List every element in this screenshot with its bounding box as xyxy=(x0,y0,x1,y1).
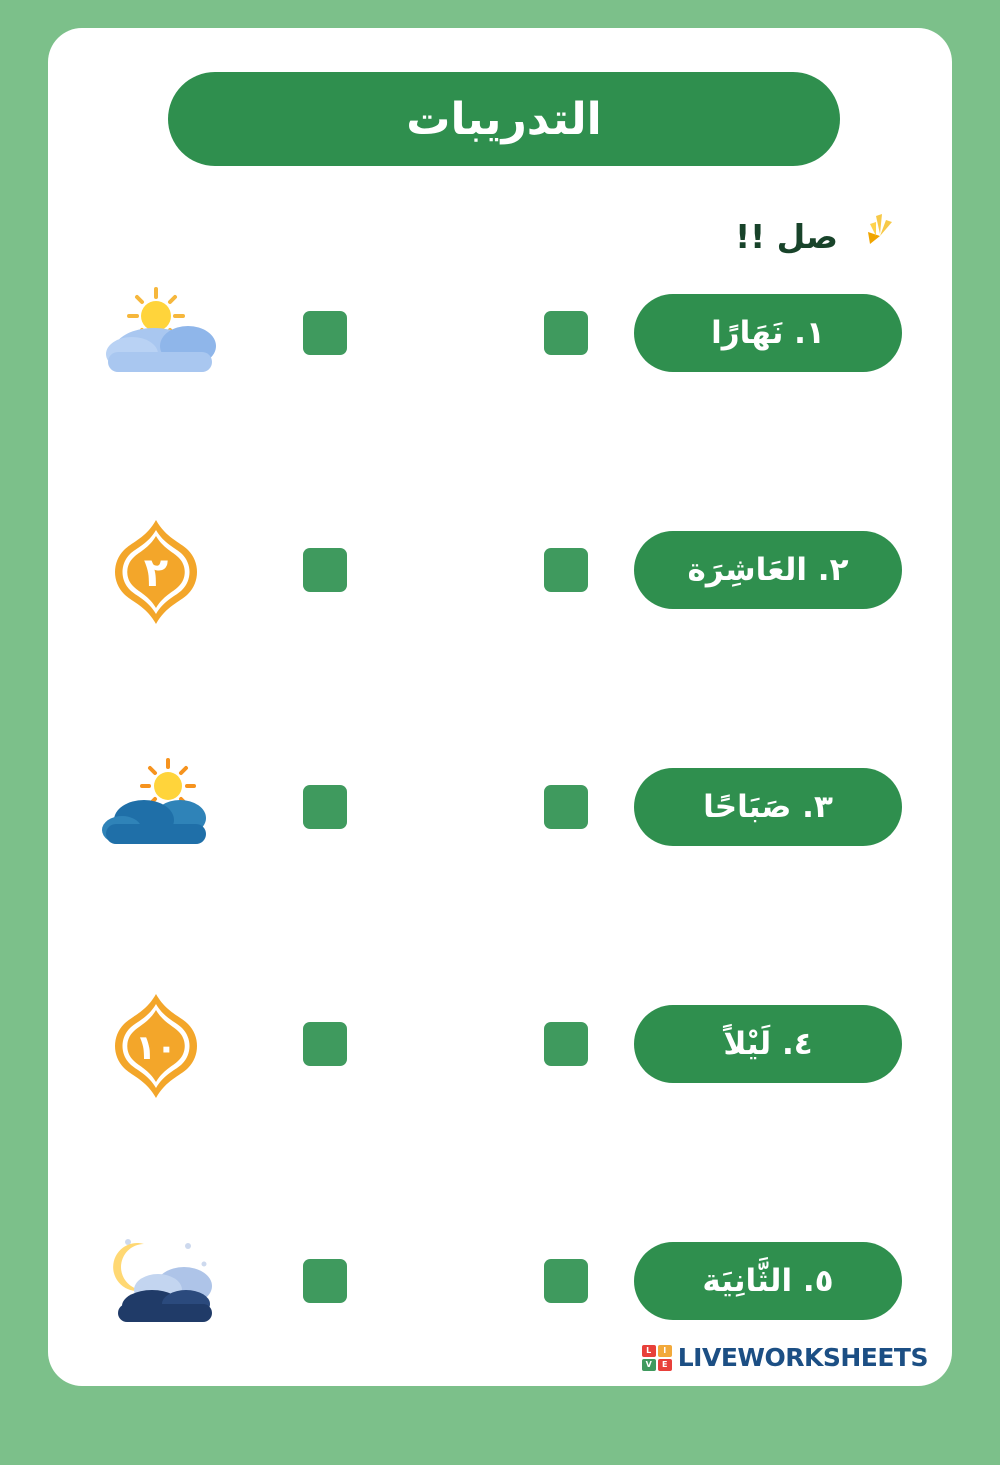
match-box-left-5[interactable] xyxy=(303,1259,347,1303)
liveworksheets-logo-icon: L I V E xyxy=(642,1345,672,1371)
match-box-right-3[interactable] xyxy=(544,785,588,829)
answer-label-2: ٢. العَاشِرَة xyxy=(687,552,849,588)
match-box-right-5[interactable] xyxy=(544,1259,588,1303)
answer-pill-4[interactable] xyxy=(634,1005,902,1083)
instruction-line xyxy=(735,210,898,262)
answer-pill-3[interactable] xyxy=(634,768,902,846)
answer-label-1: ١. نَهَارًا xyxy=(711,315,825,351)
page-title: التدريبات xyxy=(406,93,602,145)
answer-pill-2[interactable] xyxy=(634,531,902,609)
worksheet-page xyxy=(48,28,952,1386)
match-box-right-4[interactable] xyxy=(544,1022,588,1066)
answer-pill-1[interactable] xyxy=(634,294,902,372)
match-box-right-1[interactable] xyxy=(544,311,588,355)
page-title-pill xyxy=(168,72,840,166)
number-two-badge-icon xyxy=(92,517,252,627)
answer-label-4: ٤. لَيْلاً xyxy=(723,1026,813,1062)
answer-label-5: ٥. الثَّانِيَة xyxy=(702,1263,834,1299)
match-box-left-3[interactable] xyxy=(303,785,347,829)
exercise-rows xyxy=(48,280,952,1465)
match-box-left-2[interactable] xyxy=(303,548,347,592)
svg-text:١٠: ١٠ xyxy=(135,1028,177,1068)
svg-text:٢: ٢ xyxy=(143,550,169,596)
number-ten-badge-icon xyxy=(92,991,252,1101)
liveworksheets-footer xyxy=(642,1343,928,1372)
sun-behind-dark-cloud-icon xyxy=(92,754,252,864)
sparkle-icon xyxy=(846,210,898,262)
answer-label-3: ٣. صَبَاحًا xyxy=(703,789,833,825)
match-box-left-4[interactable] xyxy=(303,1022,347,1066)
answer-pill-5[interactable] xyxy=(634,1242,902,1320)
match-box-right-2[interactable] xyxy=(544,548,588,592)
table-row xyxy=(48,991,952,1228)
match-box-left-1[interactable] xyxy=(303,311,347,355)
table-row xyxy=(48,754,952,991)
liveworksheets-brand: LIVEWORKSHEETS xyxy=(677,1343,928,1372)
sun-behind-cloud-icon xyxy=(92,280,252,390)
crescent-moon-cloud-icon xyxy=(92,1228,252,1338)
table-row xyxy=(48,517,952,754)
table-row xyxy=(48,280,952,517)
instruction-text: صل !! xyxy=(735,216,838,256)
